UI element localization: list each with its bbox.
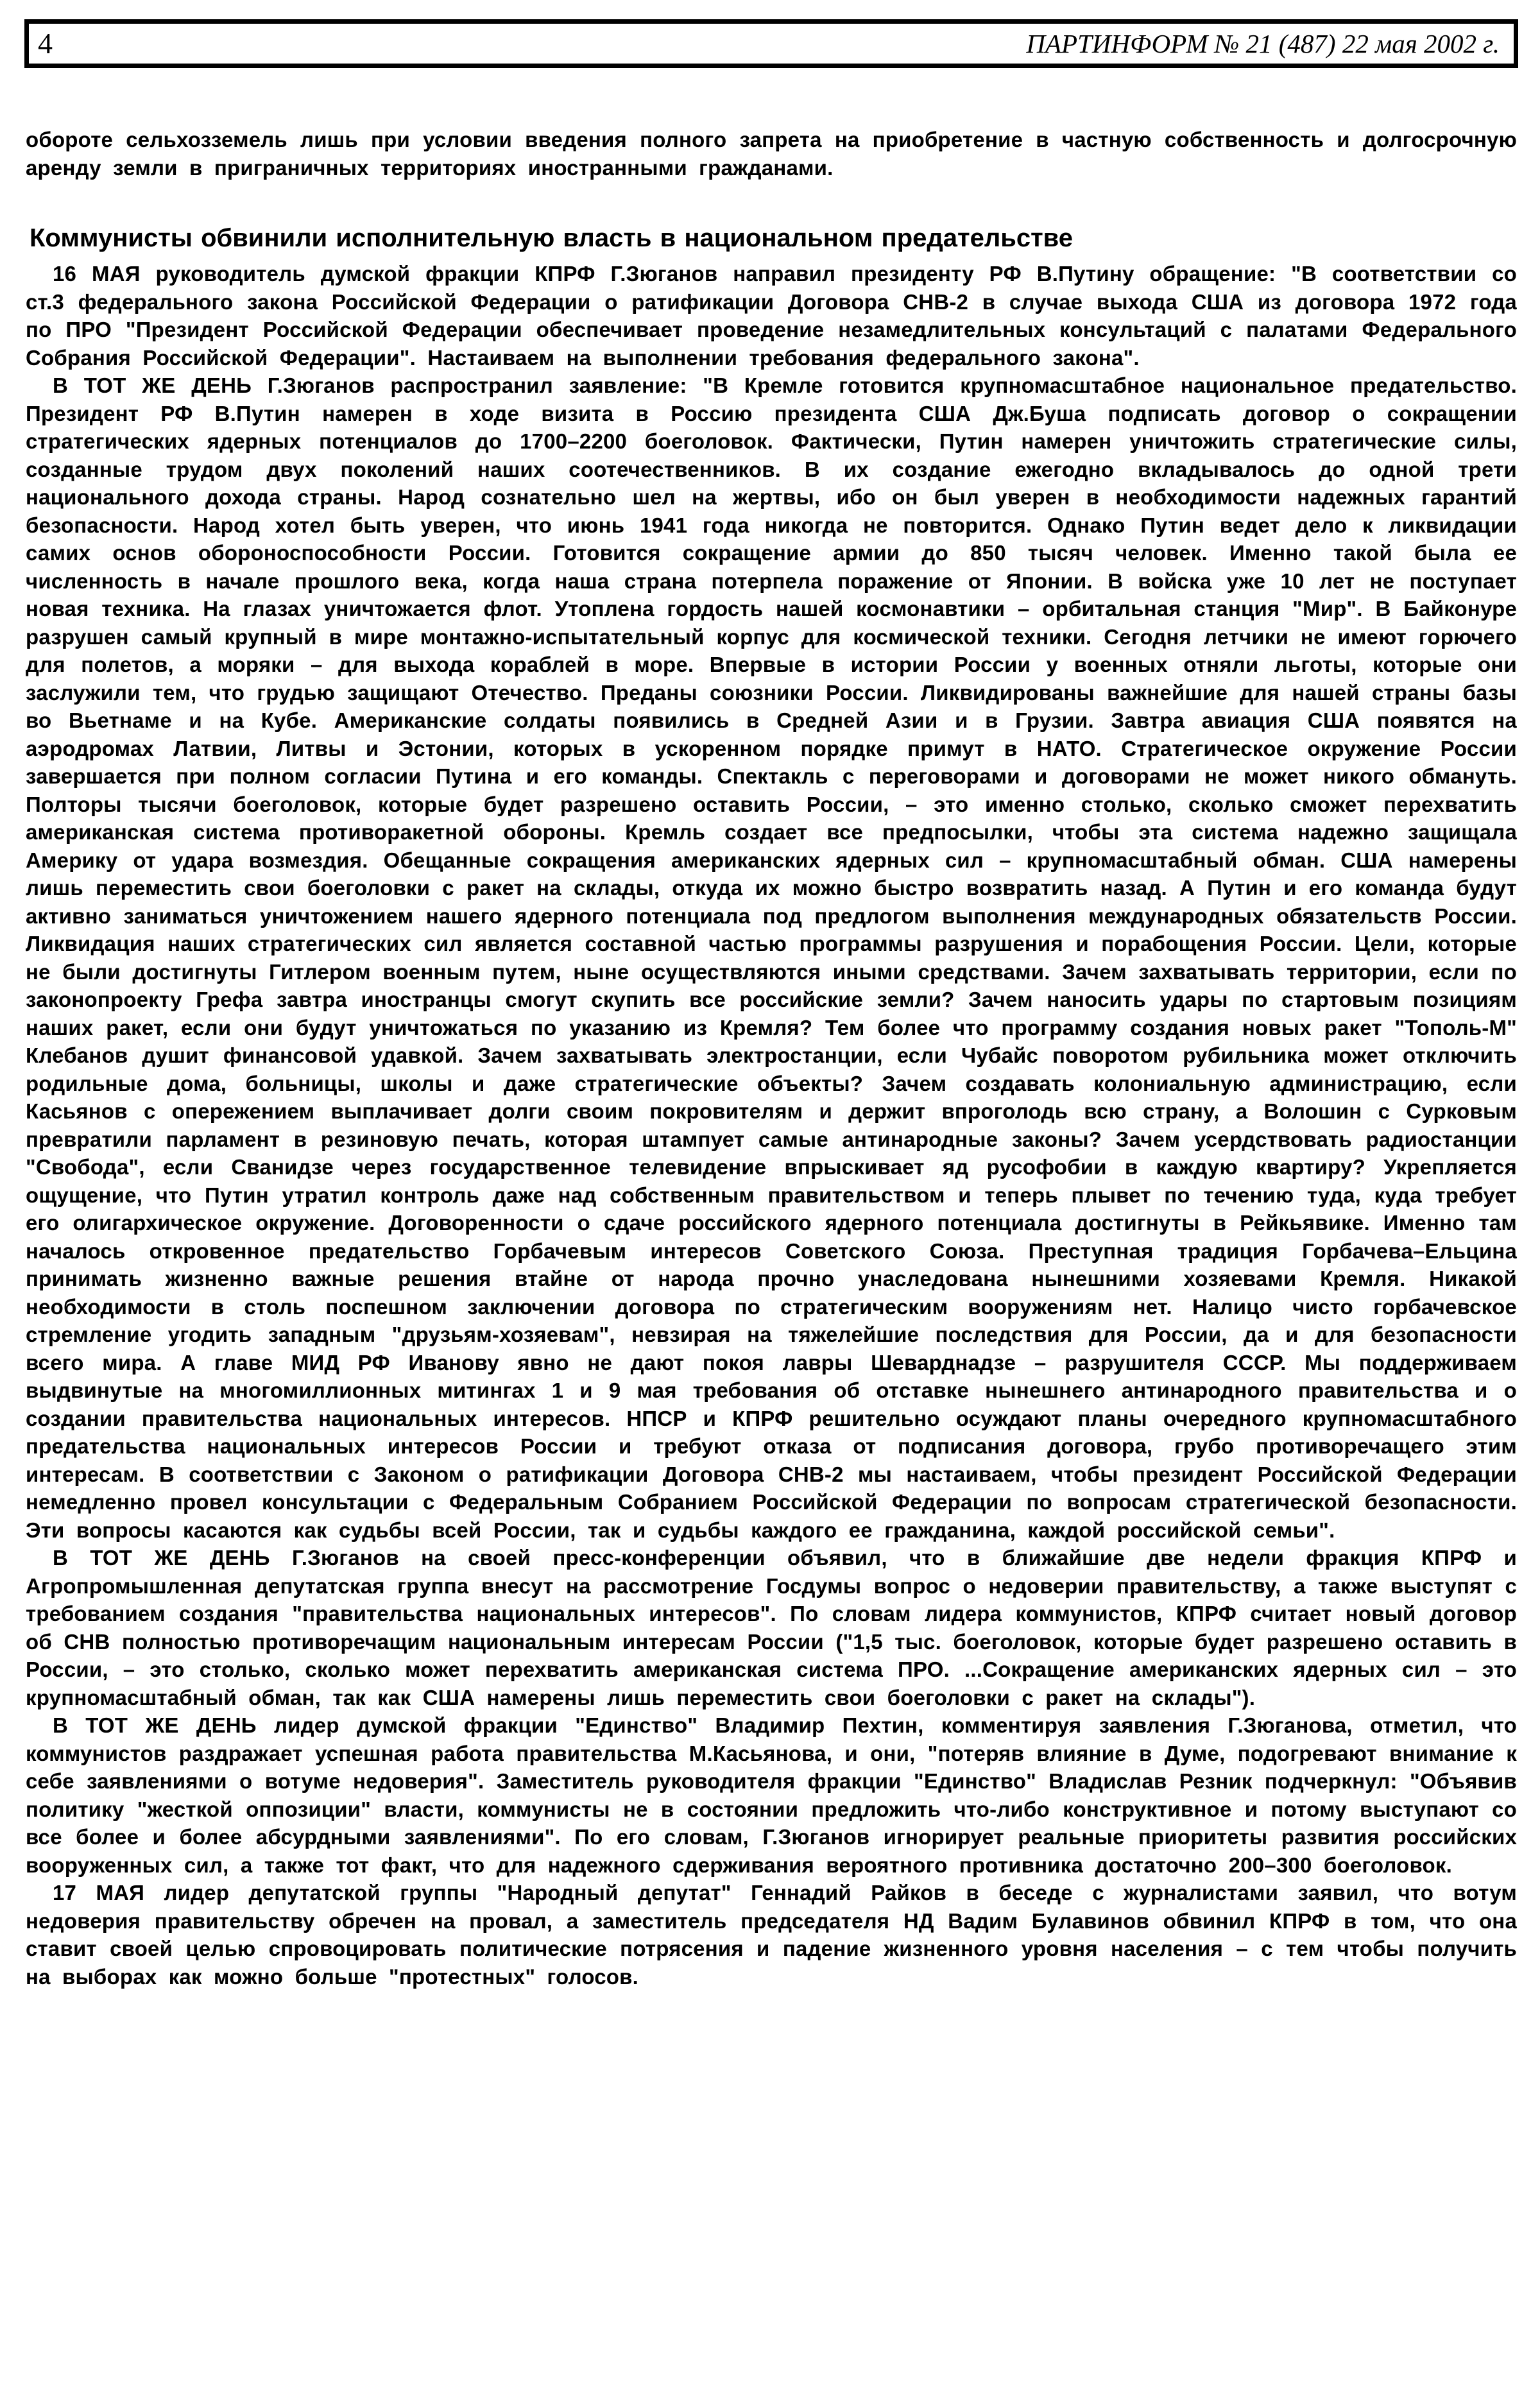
article-heading: Коммунисты обвинили исполнительную власть в национальном предательстве [30, 224, 1073, 252]
article-body [26, 126, 1517, 1991]
paragraph-zyuganov-statement: В ТОТ ЖЕ ДЕНЬ Г.Зюганов распространил заявление: "В Кремле готовится крупномасштабное национальное предательство. Президент РФ В.Путин намерен в ходе визита в Россию президента США Дж.Буша подписать договор о сокращении стратегических ядерных потенциалов до 1700–2200 боеголовок. Фактически, Путин намерен уничтожить стратегические силы, созданные трудом двух поколений наших соотечественников. В их создание ежегодно вкладывалось до одной трети национального дохода страны. Народ сознательно шел на жертвы, ибо он был уверен в необходимости надежных гарантий безопасности. Народ хотел быть уверен, что июнь 1941 года никогда не повторится. Однако Путин ведет дело к ликвидации самих основ обороноспособности России. Готовится сокращение армии до 850 тысяч человек. Именно такой была ее численность в начале прошлого века, когда наша страна потерпела поражение от Японии. В войска уже 10 лет не поступает новая техника. На глазах уничтожается флот. Утоплена гордость нашей космонавтики – орбитальная станция "Мир". В Байконуре разрушен самый крупный в мире монтажно-испытательный корпус для космической техники. Сегодня летчики не имеют горючего для полетов, а моряки – для выхода кораблей в море. Впервые в истории России у военных отняли льготы, которые они заслужили тем, что грудью защищают Отечество. Преданы союзники России. Ликвидированы важнейшие для нашей страны базы во Вьетнаме и на Кубе. Американские солдаты появились в Средней Азии и в Грузии. Завтра авиация США появятся на аэродромах Латвии, Литвы и Эстонии, которых в ускоренном порядке примут в НАТО. Стратегическое окружение России завершается при полном согласии Путина и его команды. Спектакль с переговорами и договорами не может никого обмануть. Полторы тысячи боеголовок, которые будет разрешено оставить России, – это именно столько, сколько сможет перехватить американская система противоракетной обороны. Кремль создает все предпосылки, чтобы эта система надежно защищала Америку от удара возмездия. Обещанные сокращения американских ядерных сил – крупномасштабный обман. США намерены лишь переместить свои боеголовки с ракет на склады, откуда их можно быстро возвратить назад. А Путин и его команда будут активно заниматься уничтожением нашего ядерного потенциала под предлогом выполнения международных обязательств России. Ликвидация наших стратегических сил является составной частью программы разрушения и порабощения России. Цели, которые не были достигнуты Гитлером военным путем, ныне осуществляются иными средствами. Зачем захватывать территории, если по законопроекту Грефа завтра иностранцы смогут скупить все российские земли? Зачем наносить удары по стартовым позициям наших ракет, если они будут уничтожаться по указанию из Кремля? Тем более что программу создания новых ракет "Тополь-М" Клебанов душит финансовой удавкой. Зачем захватывать электростанции, если Чубайс поворотом рубильника может отключить родильные дома, больницы, школы и даже стратегические объекты? Зачем создавать колониальную администрацию, если Касьянов с опережением выплачивает долги своим покровителям и держит впроголодь всю страну, а Волошин с Сурковым превратили парламент в резиновую печать, которая штампует самые антинародные законы? Зачем усердствовать радиостанции "Свобода", если Сванидзе через государственное телевидение впрыскивает яд русофобии в каждую квартиру? Укрепляется ощущение, что Путин утратил контроль даже над собственным правительством и теперь плывет по течению туда, куда требует его олигархическое окружение. Договоренности о сдаче российского ядерного потенциала достигнуты в Рейкьявике. Именно там началось откровенное предательство Горбачевым интересов Советского Союза. Преступная традиция Горбачева–Ельцина принимать жизненно важные решения втайне от народа прочно унаследована нынешними хозяевами Кремля. Никакой необходимости в столь поспешном заключении договора по стратегическим вооружениям нет. Налицо чисто горбачевское стремление угодить западным "друзьям-хозяевам", невзирая на тяжелейшие последствия для России, да и для безопасности всего мира. А главе МИД РФ Иванову явно не дают покоя лавры Шеварднадзе – разрушителя СССР. Мы поддерживаем выдвинутые на многомиллионных митингах 1 и 9 мая требования об отставке нынешнего антинародного правительства и о создании правительства национальных интересов. НПСР и КПРФ решительно осуждают планы очередного крупномасштабного предательства национальных интересов России и требуют отказа от подписания договора, грубо противоречащего этим интересам. В соответствии с Законом о ратификации Договора СНВ-2 мы настаиваем, чтобы президент Российской Федерации немедленно провел консультации с Федеральным Собранием Российской Федерации по вопросам стратегической безопасности. Эти вопросы касаются как судьбы всей России, так и судьбы каждого ее гражданина, каждой российской семьи". [26, 373, 1517, 1542]
paragraph-zyuganov-press-conference: В ТОТ ЖЕ ДЕНЬ Г.Зюганов на своей пресс-конференции объявил, что в ближайшие две недели фракция КПРФ и Агропромышленная депутатская группа внесут на рассмотрение Госдумы вопрос о недоверии правительству, а также выступят с требованием создания "правительства национальных интересов". По словам лидера коммунистов, КПРФ считает новый договор об СНВ полностью противоречащим национальным интересам России ("1,5 тыс. боеголовок, которые будет разрешено оставить в России, – это столько, сколько может перехватить американская система ПРО. ...Сокращение американских ядерных сил – это крупномасштабный обман, так как США намерены лишь переместить свои боеголовки с ракет на склады"). [26, 1546, 1517, 1709]
paragraph-appeal-to-putin: 16 МАЯ руководитель думской фракции КПРФ Г.Зюганов направил президенту РФ В.Путину обращение: "В соответствии со ст.3 федерального закона Российской Федерации о ратификации Договора СНВ-2 в случае выхода США из договора 1972 года по ПРО "Президент Российской Федерации обеспечивает проведение незамедлительных консультаций с палатами Федерального Собрания Российской Федерации". Настаиваем на выполнении требования федерального закона". [26, 262, 1517, 370]
page-number: 4 [38, 27, 53, 60]
paragraph-edinstvo-response: В ТОТ ЖЕ ДЕНЬ лидер думской фракции "Единство" Владимир Пехтин, комментируя заявления Г.Зюганова, отметил, что коммунистов раздражает успешная работа правительства М.Касьянова, и они, "потеряв влияние в Думе, подогревают внимание к себе заявлениями о вотуме недоверия". Заместитель руководителя фракции "Единство" Владислав Резник подчеркнул: "Объявив политику "жесткой оппозиции" власти, коммунисты не в состоянии предложить что-либо конструктивное и потому выступают со все более и более абсурдными заявлениями". По его словам, Г.Зюганов игнорирует реальные приоритеты развития российских вооруженных сил, а также тот факт, что для надежного сдерживания вероятного противника достаточно 200–300 боеголовок. [26, 1713, 1517, 1877]
newsletter-title: ПАРТИНФОРМ № 21 (487) 22 мая 2002 г. [1026, 28, 1500, 58]
paragraph-continuation: обороте сельхозземель лишь при условии введения полного запрета на приобретение в частную собственность и долгосрочную аренду земли в приграничных территориях иностранными гражданами. [26, 128, 1517, 180]
paragraph-raikov-comment: 17 МАЯ лидер депутатской группы "Народный депутат" Геннадий Райков в беседе с журналистами заявил, что вотум недоверия правительству обречен на провал, а заместитель председателя НД Вадим Булавинов обвинил КПРФ в том, что она ставит своей целью спровоцировать политические потрясения и падение жизненного уровня населения – с тем чтобы получить на выборах как можно больше "протестных" голосов. [26, 1881, 1517, 1989]
page-header [24, 19, 1518, 68]
